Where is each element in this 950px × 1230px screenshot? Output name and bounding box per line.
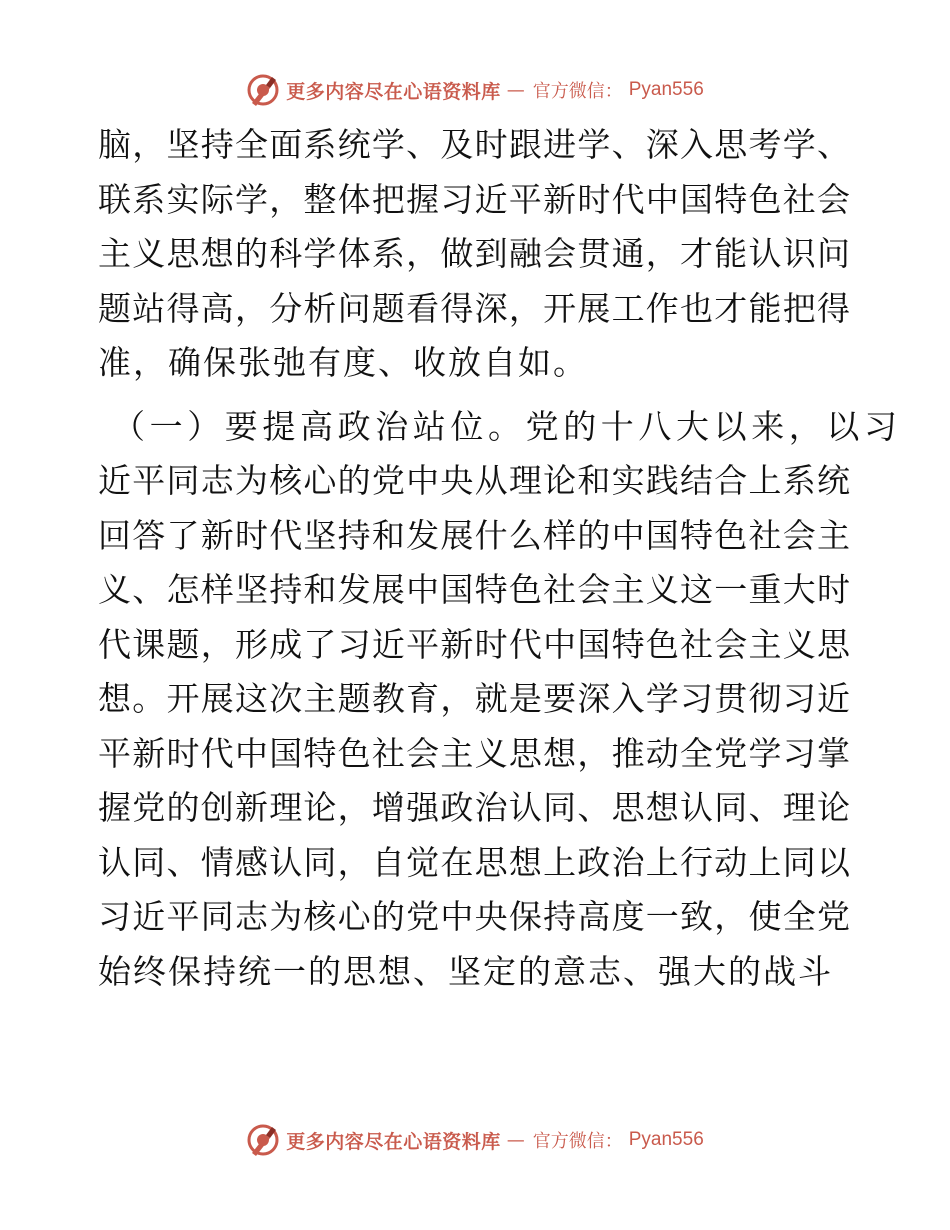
paragraph-2 bbox=[98, 400, 902, 1000]
text-line: 回答了新时代坚持和发展什么样的中国特色社会主 bbox=[98, 515, 850, 555]
text-line: 平新时代中国特色社会主义思想，推动全党学习掌 bbox=[98, 733, 850, 773]
text-line: 题站得高，分析问题看得深，开展工作也才能把得 bbox=[98, 288, 850, 328]
watermark-separator: — bbox=[506, 1129, 525, 1151]
text-line: 想。开展这次主题教育，就是要深入学习贯彻习近 bbox=[98, 679, 850, 718]
text-line: 联系实际学，整体把握习近平新时代中国特色社会 bbox=[98, 179, 850, 219]
watermark-brand-text: 更多内容尽在心语资料库 bbox=[286, 80, 501, 103]
text-line: 始终保持统一的思想、坚定的意志、强大的战斗 bbox=[98, 951, 833, 991]
watermark-brand-text: 更多内容尽在心语资料库 bbox=[286, 1130, 501, 1153]
paragraph-spacer bbox=[98, 391, 850, 400]
footer-watermark-banner bbox=[0, 1120, 950, 1160]
text-line: 近平同志为核心的党中央从理论和实践结合上系统 bbox=[98, 461, 850, 500]
watermark-official-label: 官方微信： bbox=[532, 81, 623, 102]
section-heading-line: （一）要提高政治站位。党的十八大以来，以习 bbox=[112, 406, 902, 446]
watermark-account-id: Pyan556 bbox=[628, 1129, 704, 1150]
watermark-separator: — bbox=[506, 79, 525, 101]
text-line: 习近平同志为核心的党中央保持高度一致，使全党 bbox=[98, 897, 850, 936]
text-line: 认同、情感认同，自觉在思想上政治上行动上同以 bbox=[98, 842, 850, 882]
pen-circle-logo-icon bbox=[246, 73, 280, 107]
text-line: 准，确保张弛有度、收放自如。 bbox=[98, 343, 588, 382]
header-watermark-banner bbox=[0, 70, 950, 110]
paragraph-1 bbox=[98, 118, 850, 391]
watermark-official-label: 官方微信： bbox=[532, 1131, 623, 1152]
text-line: 握党的创新理论，增强政治认同、思想认同、理论 bbox=[98, 788, 850, 827]
text-line: 义、怎样坚持和发展中国特色社会主义这一重大时 bbox=[98, 570, 850, 609]
text-line: 主义思想的科学体系，做到融会贯通，才能认识问 bbox=[98, 234, 850, 273]
pen-circle-logo-icon bbox=[246, 1123, 280, 1157]
text-line: 脑，坚持全面系统学、及时跟进学、深入思考学、 bbox=[98, 125, 850, 164]
document-body bbox=[98, 118, 902, 999]
text-line: 代课题，形成了习近平新时代中国特色社会主义思 bbox=[98, 624, 850, 664]
watermark-account-id: Pyan556 bbox=[628, 79, 704, 100]
